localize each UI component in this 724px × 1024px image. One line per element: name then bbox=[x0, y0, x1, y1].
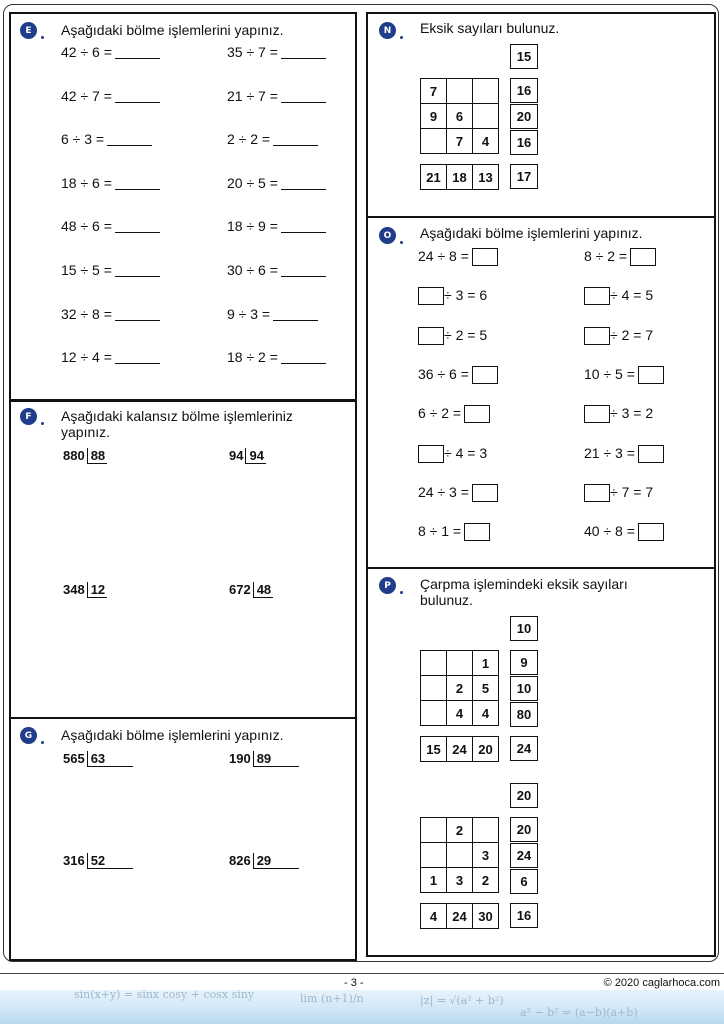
division-equation bbox=[227, 88, 326, 104]
equation-text: ÷ 3 = 2 bbox=[610, 405, 654, 422]
copyright: © 2020 caglarhoca.com bbox=[603, 977, 720, 989]
division-equation bbox=[227, 262, 326, 278]
answer-box[interactable] bbox=[584, 484, 610, 502]
answer-box[interactable] bbox=[638, 366, 664, 384]
dividend: 672 bbox=[229, 582, 251, 597]
divisor: 88 bbox=[87, 448, 107, 464]
grid-cell-empty[interactable] bbox=[473, 79, 499, 104]
answer-box[interactable] bbox=[638, 445, 664, 463]
division-equation bbox=[584, 405, 653, 423]
sum-box: 15 bbox=[510, 44, 538, 69]
row-result-box: 9 bbox=[510, 650, 538, 675]
division-equation bbox=[584, 366, 664, 384]
section-badge-o: O bbox=[379, 227, 396, 244]
row-result-box: 20 bbox=[510, 817, 538, 842]
answer-box[interactable] bbox=[638, 523, 664, 541]
grid-cell: 6 bbox=[447, 104, 473, 129]
panel-e bbox=[9, 12, 357, 401]
equation-text: 42 ÷ 7 = bbox=[61, 87, 112, 104]
equation-text: 40 ÷ 8 = bbox=[584, 523, 635, 540]
division-equation bbox=[418, 405, 490, 423]
answer-box[interactable] bbox=[464, 523, 490, 541]
total-box: 16 bbox=[510, 903, 538, 928]
equation-text: ÷ 4 = 5 bbox=[610, 287, 654, 304]
page-number: - 3 - bbox=[344, 977, 364, 989]
division-equation bbox=[61, 262, 160, 278]
grid-cell-empty[interactable] bbox=[421, 676, 447, 701]
answer-box[interactable] bbox=[418, 327, 444, 345]
division-equation bbox=[61, 44, 160, 60]
answer-blank[interactable] bbox=[115, 218, 160, 233]
column-sum-cell: 21 bbox=[421, 165, 447, 190]
column-result-row bbox=[420, 903, 499, 929]
grid-cell: 1 bbox=[421, 868, 447, 893]
answer-box[interactable] bbox=[418, 445, 444, 463]
equation-text: 2 ÷ 2 = bbox=[227, 131, 271, 148]
division-equation bbox=[584, 287, 653, 305]
footer-divider bbox=[0, 973, 724, 974]
column-result-row bbox=[420, 736, 499, 762]
grid-cell: 7 bbox=[421, 79, 447, 104]
equation-text: 21 ÷ 3 = bbox=[584, 444, 635, 461]
grid-cell: 2 bbox=[447, 676, 473, 701]
division-equation bbox=[227, 44, 326, 60]
division-equation bbox=[584, 484, 653, 502]
divisor: 52 bbox=[87, 853, 133, 869]
grid-cell-empty[interactable] bbox=[473, 104, 499, 129]
division-equation bbox=[227, 218, 326, 234]
section-badge-e: E bbox=[20, 22, 37, 39]
answer-blank[interactable] bbox=[281, 44, 326, 59]
division-equation bbox=[584, 445, 664, 463]
section-title-e: Aşağıdaki bölme işlemlerini yapınız. bbox=[61, 22, 284, 38]
row-sum-box: 16 bbox=[510, 130, 538, 155]
equation-text: 12 ÷ 4 = bbox=[61, 349, 112, 366]
panel-p bbox=[366, 567, 716, 957]
equation-text: 36 ÷ 6 = bbox=[418, 365, 469, 382]
answer-box[interactable] bbox=[464, 405, 490, 423]
section-title-o: Aşağıdaki bölme işlemlerini yapınız. bbox=[420, 225, 643, 241]
long-division bbox=[229, 853, 299, 869]
column-result-cell: 15 bbox=[421, 737, 447, 762]
division-equation bbox=[227, 131, 318, 147]
answer-blank[interactable] bbox=[281, 175, 326, 190]
banner-formula: a² − b² = (a−b)(a+b) bbox=[520, 1006, 638, 1019]
answer-box[interactable] bbox=[584, 405, 610, 423]
divisor: 63 bbox=[87, 751, 133, 767]
division-equation bbox=[227, 349, 326, 365]
answer-blank[interactable] bbox=[115, 349, 160, 364]
grid-cell-empty[interactable] bbox=[421, 843, 447, 868]
equation-text: 8 ÷ 2 = bbox=[584, 248, 628, 264]
grid-cell-empty[interactable] bbox=[421, 818, 447, 843]
column-sum-cell: 13 bbox=[473, 165, 499, 190]
answer-blank[interactable] bbox=[281, 88, 326, 103]
long-division bbox=[63, 751, 133, 767]
section-title-f: Aşağıdaki kalansız bölme işlemleriniz yapınız. bbox=[61, 408, 293, 440]
row-result-box: 80 bbox=[510, 702, 538, 727]
dividend: 880 bbox=[63, 448, 85, 463]
section-badge-g: G bbox=[20, 727, 37, 744]
dividend: 826 bbox=[229, 853, 251, 868]
division-equation bbox=[227, 306, 318, 322]
column-result-cell: 24 bbox=[447, 737, 473, 762]
dividend: 316 bbox=[63, 853, 85, 868]
division-equation bbox=[584, 523, 664, 541]
equation-text: ÷ 2 = 7 bbox=[610, 326, 654, 343]
equation-text: 24 ÷ 3 = bbox=[418, 483, 469, 500]
grid-cell-empty[interactable] bbox=[421, 129, 447, 154]
answer-box[interactable] bbox=[472, 248, 498, 266]
division-equation bbox=[61, 349, 160, 365]
equation-text: 42 ÷ 6 = bbox=[61, 44, 112, 60]
answer-blank[interactable] bbox=[281, 262, 326, 277]
total-box: 24 bbox=[510, 736, 538, 761]
equation-text: 8 ÷ 1 = bbox=[418, 523, 462, 540]
division-equation bbox=[61, 131, 152, 147]
answer-blank[interactable] bbox=[115, 175, 160, 190]
column-sum-row bbox=[420, 164, 499, 190]
answer-box[interactable] bbox=[584, 287, 610, 305]
answer-blank[interactable] bbox=[115, 44, 160, 59]
answer-box[interactable] bbox=[418, 287, 444, 305]
grid-cell-empty[interactable] bbox=[447, 651, 473, 676]
equation-text: 18 ÷ 2 = bbox=[227, 349, 278, 366]
answer-blank[interactable] bbox=[281, 218, 326, 233]
row-result-box: 10 bbox=[510, 676, 538, 701]
dividend: 190 bbox=[229, 751, 251, 766]
long-division bbox=[229, 751, 299, 767]
divisor: 12 bbox=[87, 582, 107, 598]
equation-text: 30 ÷ 6 = bbox=[227, 262, 278, 278]
division-equation bbox=[418, 484, 498, 502]
number-grid bbox=[420, 650, 499, 726]
equation-text: 18 ÷ 9 = bbox=[227, 218, 278, 235]
grid-cell-empty[interactable] bbox=[421, 651, 447, 676]
row-result-box: 6 bbox=[510, 869, 538, 894]
equation-text: ÷ 2 = 5 bbox=[444, 326, 488, 343]
equation-text: ÷ 7 = 7 bbox=[610, 483, 654, 500]
number-grid bbox=[420, 78, 499, 154]
division-equation bbox=[418, 248, 498, 266]
division-equation bbox=[418, 327, 487, 345]
equation-text: 9 ÷ 3 = bbox=[227, 305, 271, 322]
column-result-cell: 4 bbox=[421, 904, 447, 929]
grid-cell: 3 bbox=[473, 843, 499, 868]
divisor: 89 bbox=[253, 751, 299, 767]
grid-cell-empty[interactable] bbox=[421, 701, 447, 726]
division-equation bbox=[418, 287, 487, 305]
column-sum-cell: 18 bbox=[447, 165, 473, 190]
grid-cell: 2 bbox=[447, 818, 473, 843]
division-equation bbox=[61, 306, 160, 322]
long-division bbox=[63, 448, 107, 464]
section-badge-f: F bbox=[20, 408, 37, 425]
row-sum-box: 16 bbox=[510, 78, 538, 103]
equation-text: 18 ÷ 6 = bbox=[61, 174, 112, 191]
answer-blank[interactable] bbox=[115, 306, 160, 321]
division-equation bbox=[61, 88, 160, 104]
grid-cell: 1 bbox=[473, 651, 499, 676]
sum-box: 10 bbox=[510, 616, 538, 641]
divisor: 94 bbox=[245, 448, 265, 464]
grid-cell-empty[interactable] bbox=[473, 818, 499, 843]
grid-cell: 9 bbox=[421, 104, 447, 129]
total-sum-box: 17 bbox=[510, 164, 538, 189]
division-equation bbox=[418, 366, 498, 384]
grid-cell-empty[interactable] bbox=[447, 843, 473, 868]
long-division bbox=[63, 853, 133, 869]
answer-blank[interactable] bbox=[273, 131, 318, 146]
division-equation bbox=[418, 523, 490, 541]
equation-text: 21 ÷ 7 = bbox=[227, 87, 278, 104]
answer-box[interactable] bbox=[472, 366, 498, 384]
column-result-cell: 24 bbox=[447, 904, 473, 929]
equation-text: 48 ÷ 6 = bbox=[61, 218, 112, 235]
banner-formula: lim (n+1)/n bbox=[300, 992, 364, 1005]
dividend: 565 bbox=[63, 751, 85, 766]
panel-f bbox=[9, 400, 357, 719]
section-badge-p: P bbox=[379, 577, 396, 594]
equation-text: 32 ÷ 8 = bbox=[61, 305, 112, 322]
division-equation bbox=[61, 175, 160, 191]
division-equation bbox=[61, 218, 160, 234]
answer-box[interactable] bbox=[472, 484, 498, 502]
answer-blank[interactable] bbox=[107, 131, 152, 146]
division-equation bbox=[418, 445, 487, 463]
dividend: 94 bbox=[229, 448, 244, 463]
equation-text: 35 ÷ 7 = bbox=[227, 44, 278, 60]
equation-text: 15 ÷ 5 = bbox=[61, 262, 112, 278]
long-division bbox=[229, 582, 273, 598]
section-title-g: Aşağıdaki bölme işlemlerini yapınız. bbox=[61, 727, 284, 743]
section-title-n: Eksik sayıları bulunuz. bbox=[420, 20, 560, 36]
column-result-cell: 30 bbox=[473, 904, 499, 929]
equation-text: 10 ÷ 5 = bbox=[584, 365, 635, 382]
banner-formula: |z| = √(a² + b²) bbox=[420, 994, 504, 1007]
sum-box: 20 bbox=[510, 783, 538, 808]
column-result-cell: 20 bbox=[473, 737, 499, 762]
section-badge-n: N bbox=[379, 22, 396, 39]
division-equation bbox=[227, 175, 326, 191]
grid-cell: 4 bbox=[473, 701, 499, 726]
grid-cell: 2 bbox=[473, 868, 499, 893]
grid-cell: 7 bbox=[447, 129, 473, 154]
panel-n bbox=[366, 12, 716, 218]
grid-cell: 5 bbox=[473, 676, 499, 701]
answer-blank[interactable] bbox=[273, 306, 318, 321]
dividend: 348 bbox=[63, 582, 85, 597]
division-equation bbox=[584, 327, 653, 345]
banner-formula: sin(x+y) = sinx cosy + cosx siny bbox=[74, 990, 255, 1001]
grid-cell: 3 bbox=[447, 868, 473, 893]
row-result-box: 24 bbox=[510, 843, 538, 868]
answer-blank[interactable] bbox=[115, 262, 160, 277]
equation-text: 6 ÷ 2 = bbox=[418, 405, 462, 422]
panel-g bbox=[9, 717, 357, 961]
math-banner bbox=[0, 990, 724, 1024]
divisor: 48 bbox=[253, 582, 273, 598]
panel-o bbox=[366, 216, 716, 569]
answer-box[interactable] bbox=[630, 248, 656, 266]
equation-text: ÷ 3 = 6 bbox=[444, 287, 488, 304]
division-equation bbox=[584, 248, 656, 266]
long-division bbox=[229, 448, 266, 464]
equation-text: 20 ÷ 5 = bbox=[227, 174, 278, 191]
grid-cell-empty[interactable] bbox=[447, 79, 473, 104]
equation-text: 6 ÷ 3 = bbox=[61, 131, 105, 148]
divisor: 29 bbox=[253, 853, 299, 869]
answer-blank[interactable] bbox=[115, 88, 160, 103]
answer-blank[interactable] bbox=[281, 349, 326, 364]
equation-text: ÷ 4 = 3 bbox=[444, 444, 488, 461]
long-division bbox=[63, 582, 107, 598]
number-grid bbox=[420, 817, 499, 893]
section-title-p: Çarpma işlemindeki eksik sayıları bulunuz. bbox=[420, 576, 628, 608]
grid-cell: 4 bbox=[447, 701, 473, 726]
grid-cell: 4 bbox=[473, 129, 499, 154]
equation-text: 24 ÷ 8 = bbox=[418, 248, 469, 264]
row-sum-box: 20 bbox=[510, 104, 538, 129]
answer-box[interactable] bbox=[584, 327, 610, 345]
